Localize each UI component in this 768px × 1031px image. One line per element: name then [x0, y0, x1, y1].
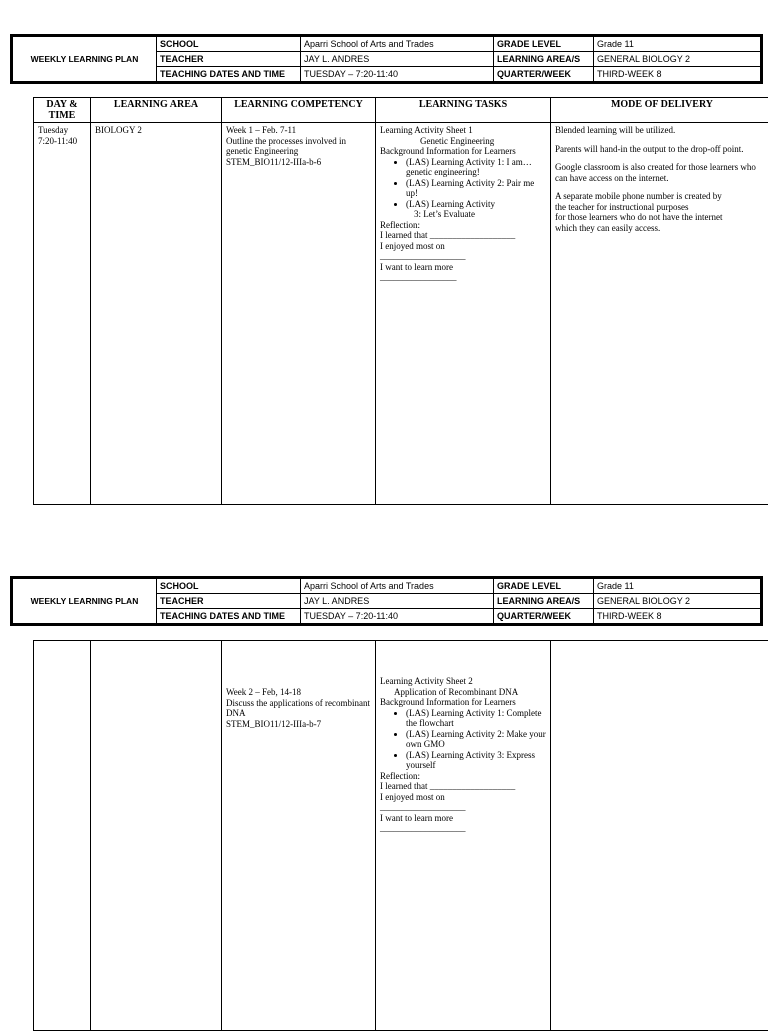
mode-line-4d: which they can easily access. [555, 223, 768, 234]
reflection-blank-1: ___________________ [380, 802, 546, 813]
weekly-learning-plan-title: WEEKLY LEARNING PLAN [12, 578, 157, 625]
plan-table-2 [33, 640, 768, 1031]
reflection-blank-2: _________________ [380, 272, 546, 283]
header-table-1 [10, 34, 763, 84]
activity-2: • (LAS) Learning Activity 2: Make your own GMO [406, 729, 546, 750]
col-learning-competency: LEARNING COMPETENCY [222, 98, 376, 123]
header-table-2 [10, 576, 763, 626]
col-learning-tasks: LEARNING TASKS [376, 98, 551, 123]
reflection-blank-2: ___________________ [380, 823, 546, 834]
learning-area-cell [91, 641, 222, 1031]
reflection-label: Reflection: [380, 220, 546, 231]
activity-list [380, 708, 546, 771]
quarter-week-label: QUARTER/WEEK [494, 609, 594, 625]
reflection-want: I want to learn more [380, 813, 546, 824]
teacher-value: JAY L. ANDRES [301, 52, 494, 67]
mode-of-delivery-cell [551, 123, 768, 505]
day-time-cell [34, 123, 91, 505]
quarter-week-label: QUARTER/WEEK [494, 67, 594, 83]
learning-area-label: LEARNING AREA/S [494, 594, 594, 609]
reflection-enjoyed: I enjoyed most on [380, 241, 546, 252]
las-topic: Genetic Engineering [380, 136, 546, 147]
activity-2: • (LAS) Learning Activity 2: Pair me up! [406, 178, 546, 199]
learning-area-cell: BIOLOGY 2 [91, 123, 222, 505]
teacher-label: TEACHER [157, 594, 301, 609]
activity-3-label: (LAS) Learning Activity [406, 199, 495, 209]
background-info: Background Information for Learners [380, 146, 546, 157]
teaching-dates-value: TUESDAY – 7:20-11:40 [301, 67, 494, 83]
competency-code: STEM_BIO11/12-IIIa-b-7 [226, 719, 371, 730]
learning-area-value: GENERAL BIOLOGY 2 [594, 52, 762, 67]
teaching-dates-value: TUESDAY – 7:20-11:40 [301, 609, 494, 625]
day: Tuesday [38, 125, 86, 136]
learning-area-label: LEARNING AREA/S [494, 52, 594, 67]
activity-3: • (LAS) Learning Activity 3: Express yourself [406, 750, 546, 771]
mode-line-4b: the teacher for instructional purposes [555, 202, 768, 213]
school-label: SCHOOL [157, 578, 301, 594]
reflection-learned: I learned that ___________________ [380, 781, 546, 792]
activity-3 [406, 199, 546, 210]
activity-list [380, 157, 546, 210]
las-topic: Application of Recombinant DNA [380, 687, 546, 698]
competency-code: STEM_BIO11/12-IIIa-b-6 [226, 157, 371, 168]
learning-area-value: GENERAL BIOLOGY 2 [594, 594, 762, 609]
competency-cell [222, 123, 376, 505]
col-mode-of-delivery: MODE OF DELIVERY [551, 98, 768, 123]
grade-level-label: GRADE LEVEL [494, 578, 594, 594]
competency-text: Discuss the applications of recombinant DNA [226, 698, 371, 719]
competency-week: Week 2 – Feb, 14-18 [226, 687, 371, 698]
quarter-week-value: THIRD-WEEK 8 [594, 609, 762, 625]
school-value: Aparri School of Arts and Trades [301, 36, 494, 52]
teaching-dates-label: TEACHING DATES AND TIME [157, 609, 301, 625]
reflection-want: I want to learn more [380, 262, 546, 273]
reflection-blank-1: ___________________ [380, 251, 546, 262]
mode-line-4a: A separate mobile phone number is created by [555, 191, 768, 202]
las-title: Learning Activity Sheet 1 [380, 125, 546, 136]
mode-line-2: Parents will hand-in the output to the drop-off point. [555, 144, 768, 155]
learning-tasks-cell [376, 641, 551, 1031]
col-day-time: DAY & TIME [34, 98, 91, 123]
teaching-dates-label: TEACHING DATES AND TIME [157, 67, 301, 83]
competency-text: Outline the processes involved in genetic Engineering [226, 136, 371, 157]
grade-level-label: GRADE LEVEL [494, 36, 594, 52]
reflection-learned: I learned that ___________________ [380, 230, 546, 241]
activity-1: • (LAS) Learning Activity 1: Complete the flowchart [406, 708, 546, 729]
mode-line-4c: for those learners who do not have the internet [555, 212, 768, 223]
teacher-value: JAY L. ANDRES [301, 594, 494, 609]
teacher-label: TEACHER [157, 52, 301, 67]
activity-1: • (LAS) Learning Activity 1: I am… genetic engineering! [406, 157, 546, 178]
mode-line-3: Google classroom is also created for those learners who can have access on the internet. [555, 162, 768, 183]
grade-level-value: Grade 11 [594, 578, 762, 594]
competency-week: Week 1 – Feb. 7-11 [226, 125, 371, 136]
plan-table-1 [33, 97, 768, 505]
day-time-cell [34, 641, 91, 1031]
school-value: Aparri School of Arts and Trades [301, 578, 494, 594]
background-info: Background Information for Learners [380, 697, 546, 708]
quarter-week-value: THIRD-WEEK 8 [594, 67, 762, 83]
col-learning-area: LEARNING AREA [91, 98, 222, 123]
grade-level-value: Grade 11 [594, 36, 762, 52]
school-label: SCHOOL [157, 36, 301, 52]
competency-cell [222, 641, 376, 1031]
reflection-label: Reflection: [380, 771, 546, 782]
time: 7:20-11:40 [38, 136, 86, 147]
reflection-enjoyed: I enjoyed most on [380, 792, 546, 803]
mode-line-1: Blended learning will be utilized. [555, 125, 768, 136]
weekly-learning-plan-title: WEEKLY LEARNING PLAN [12, 36, 157, 83]
learning-tasks-cell [376, 123, 551, 505]
las-title: Learning Activity Sheet 2 [380, 676, 546, 687]
activity-3-continued: 3: Let’s Evaluate [380, 209, 546, 220]
mode-of-delivery-cell [551, 641, 768, 1031]
